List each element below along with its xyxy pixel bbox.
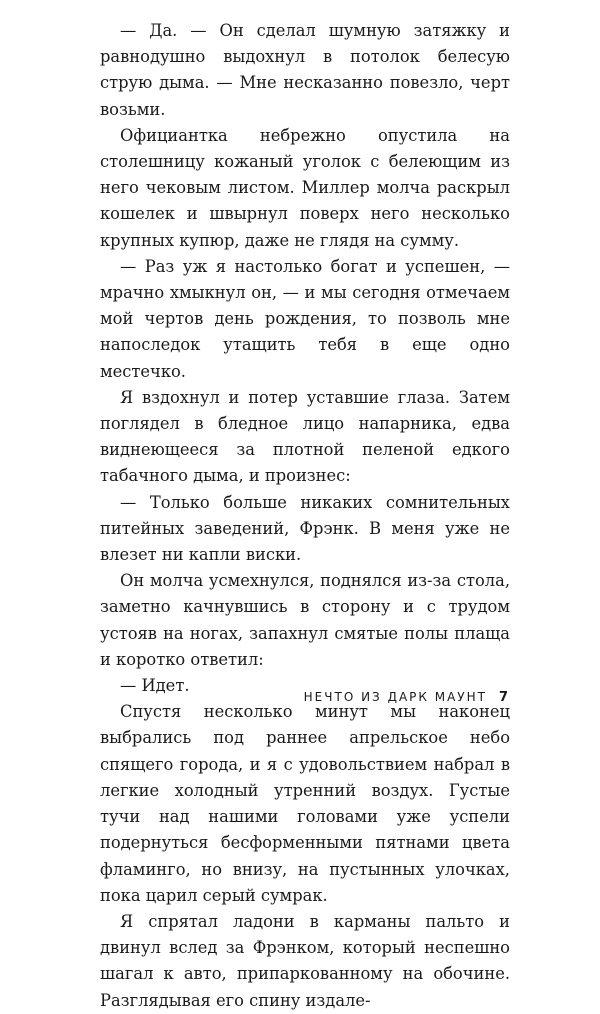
paragraph: Он молча усмехнулся, поднялся из-за стола, заметно качнувшись в сторону и с трудом устояв на ногах, запахнул смятые полы плаща и коротко ответил: [100,571,510,669]
paragraph: Я вздохнул и потер уставшие глаза. Затем поглядел в бледное лицо напарника, едва виднеющееся за плотной пеленой едкого табачного дыма, и произнес: [100,387,510,486]
paragraph: Я спрятал ладони в карманы пальто и двинул вслед за Фрэнком, который неспешно шагал к авто, припаркованному на обочине. Разглядывая его спину издале- [100,911,510,1010]
body-text [100,18,510,1014]
paragraph: — Только больше никаких сомнительных питейных заведений, Фрэнк. В меня уже не влезет ни капли виски. [100,492,510,565]
paragraph: — Раз уж я настолько богат и успешен, — мрачно хмыкнул он, — и мы сегодня отмечаем мой чертов день рождения, то позволь мне напоследок утащить тебя в еще одно местечко. [100,256,510,381]
paragraph: Официантка небрежно опустила на столешницу кожаный уголок с белеющим из него чековым листом. Миллер молча раскрыл кошелек и швырнул поверх него несколько крупных купюр, даже не глядя на сумму. [100,125,510,250]
paragraph: Спустя несколько минут мы наконец выбрались под раннее апрельское небо спящего города, и я с удовольствием набрал в легкие холодный утренний воздух. Густые тучи над нашими головами уже успели подернуться бесформенными пятнами цвета фламинго, но внизу, на пустынных улочках, пока царил серый сумрак. [100,702,510,905]
page-number: 7 [498,690,508,705]
book-title: НЕЧТО ИЗ ДАРК МАУНТ [303,690,487,704]
paragraph: — Идет. [120,676,190,696]
paragraph: — Да. — Он сделал шумную затяжку и равнодушно выдохнул в потолок белесую струю дыма. — Мне несказанно повезло, черт возьми. [100,21,510,119]
running-footer [304,690,508,705]
